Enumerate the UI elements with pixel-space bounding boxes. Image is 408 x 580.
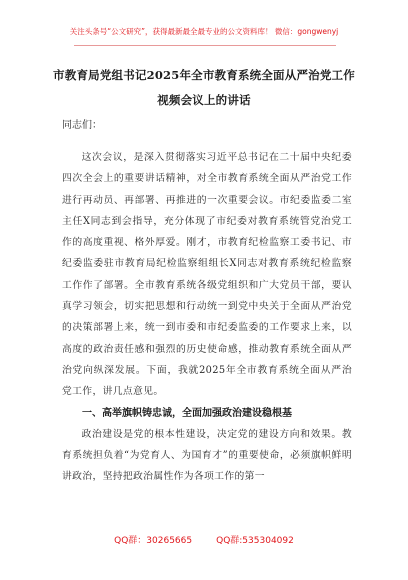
header-divider (74, 45, 336, 46)
footer-qq-group-2: QQ群:535304092 (216, 536, 294, 546)
footer-qq-group-1: QQ群：30265665 (114, 536, 193, 546)
document-title-line2: 视频会议上的讲话 (157, 93, 251, 107)
body-paragraph-2: 政治建设是党的根本性建设，决定党的建设方向和效果。教育系统担负着“为党育人、为国育才”的重要使命，必须旗帜鲜明讲政治，坚持把政治属性作为各项工作的第一 (62, 428, 352, 483)
document-title-line1: 市教育局党组书记2025年全市教育系统全面从严治党工作 (53, 68, 355, 82)
footer (0, 533, 408, 546)
document-body (62, 116, 352, 488)
salutation: 同志们： (62, 120, 102, 131)
body-paragraph-1: 这次会议，是深入贯彻落实习近平总书记在二十届中央纪委四次全会上的重要讲话精神，对全市教育系统全面从严治党工作进行再动员、再部署、再推进的一次重要会议。市纪委监委二室主任X同志到会指导，充分体现了市纪委对教育系统管党治党工作的高度重视、格外厚爱。刚才，市教育纪检监察工委书记、市纪委监委驻市教育局纪检监察组组长X同志对教育系统纪检监察工作作了部署。全市教育系统各级党组织和广大党员干部，要认真学习领会，切实把思想和行动统一到党中央关于全面从严治党的决策部署上来，统一到市委和市纪委监委的工作要求上来，以高度的政治责任感和强烈的历史使命感，推动教育系统全面从严治党向纵深发展。下面，我就2025年全市教育系统全面从严治党工作，讲几点意见。 (62, 152, 352, 398)
header-banner: 关注头条号“公文研究”，获得最新最全最专业的公文资料库！ 微信：gongwenyj (69, 27, 339, 36)
section-heading-1: 一、高举旗帜铸忠诚，全面加强政治建设稳根基 (82, 407, 292, 419)
